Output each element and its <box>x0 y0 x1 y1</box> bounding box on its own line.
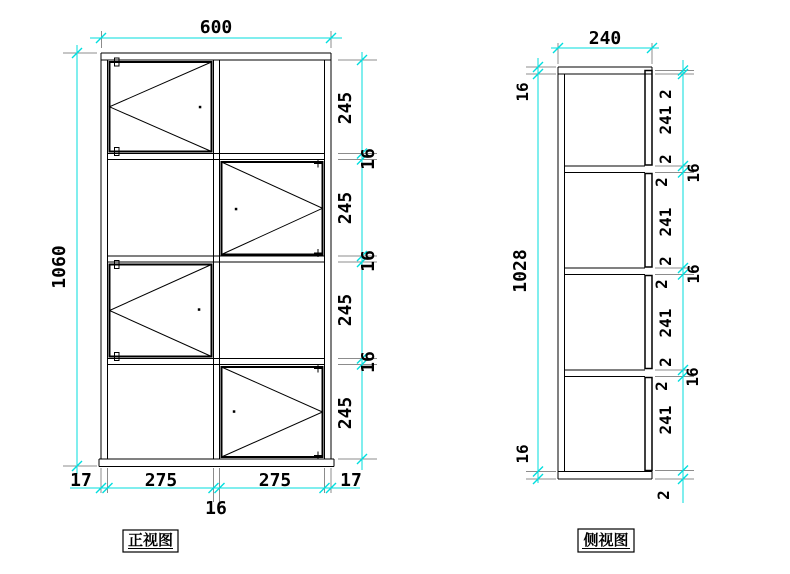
front-bottom-dim: 275 <box>144 470 178 491</box>
side-right-dim: 2 <box>652 177 671 187</box>
door-handle-dot <box>199 106 202 109</box>
door-swing-lines <box>110 62 323 457</box>
front-bottom-dim: 17 <box>70 470 92 491</box>
front-right-dim: 16 <box>358 351 379 373</box>
side-right-dim: 2 <box>656 89 675 99</box>
side-left-dim: 1028 <box>510 249 531 293</box>
side-right-dim: 241 <box>656 308 675 338</box>
side-right-dim: 2 <box>656 357 675 367</box>
side-door-4 <box>645 378 652 471</box>
front-height-label: 1060 <box>49 245 70 289</box>
side-right-dim: 2 <box>656 256 675 266</box>
front-view <box>49 17 379 552</box>
side-door-3 <box>645 276 652 369</box>
side-right-dim: 2 <box>652 279 671 289</box>
side-left-dim: 16 <box>513 444 532 464</box>
front-width-label: 600 <box>199 17 233 38</box>
side-right-dim: 241 <box>656 105 675 135</box>
side-right-dim: 16 <box>683 367 702 387</box>
side-right-dim: 2 <box>656 154 675 164</box>
side-carcass-lines <box>558 67 652 479</box>
side-left-dim: 16 <box>513 82 532 102</box>
front-right-dim: 245 <box>335 396 356 430</box>
front-carcass-lines <box>99 53 334 467</box>
front-bottom-divider-dim: 16 <box>205 498 227 519</box>
side-width-label: 240 <box>588 28 622 49</box>
side-dimension-labels <box>510 28 703 500</box>
front-bottom-dim: 17 <box>340 470 362 491</box>
front-title-text: 正视图 <box>127 531 174 549</box>
side-right-dim: 2 <box>654 490 673 500</box>
front-right-dim: 245 <box>335 91 356 125</box>
front-right-dim: 245 <box>335 191 356 225</box>
front-dim-lines <box>70 38 362 488</box>
front-view-title <box>123 530 178 552</box>
front-cabinet-geometry <box>99 53 334 467</box>
side-cabinet-geometry <box>558 67 652 479</box>
door-handle-dot <box>198 308 201 311</box>
front-bottom-dim: 275 <box>258 470 292 491</box>
side-view <box>510 28 703 552</box>
side-right-dim: 16 <box>684 264 703 284</box>
side-view-title <box>578 529 634 552</box>
front-right-dim: 245 <box>335 293 356 327</box>
front-door-4 <box>222 367 323 457</box>
side-right-dim: 241 <box>656 405 675 435</box>
side-right-dim: 2 <box>652 381 671 391</box>
side-right-dim: 16 <box>684 163 703 183</box>
front-right-dim: 16 <box>358 250 379 272</box>
door-handle-dot <box>235 208 238 211</box>
side-title-text: 侧视图 <box>583 531 629 549</box>
side-door-1 <box>645 71 652 166</box>
door-handle-dot <box>233 410 236 413</box>
front-door-1 <box>110 62 212 152</box>
front-door-3 <box>110 265 212 357</box>
side-door-2 <box>645 174 652 268</box>
side-right-dim: 241 <box>656 207 675 237</box>
front-right-dim: 16 <box>358 148 379 170</box>
